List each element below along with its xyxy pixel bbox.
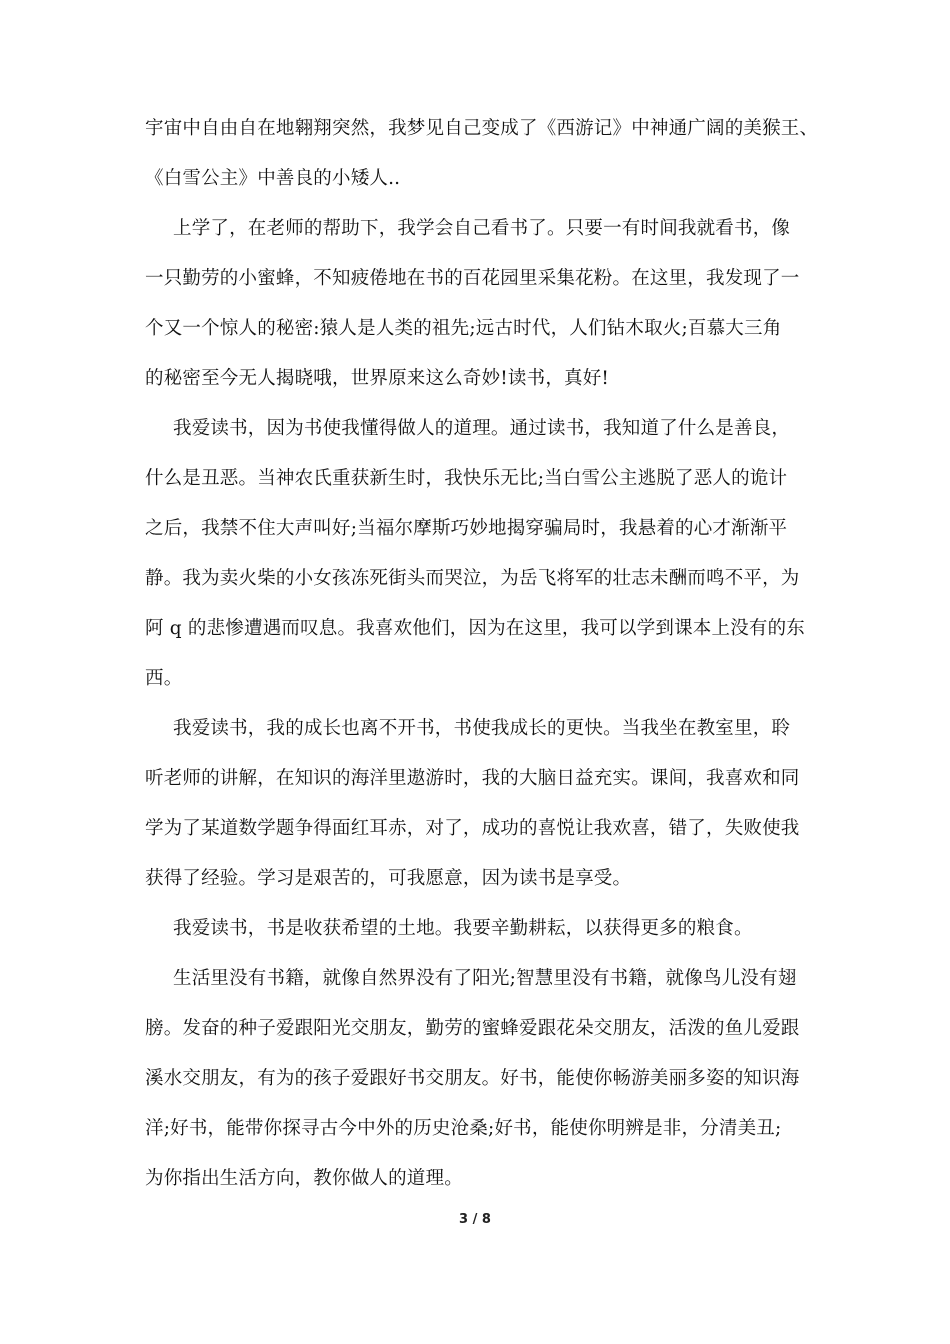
text-line: 阿 q 的悲惨遭遇而叹息。我喜欢他们，因为在这里，我可以学到课本上没有的东 [145,618,806,639]
text-line: 宇宙中自由自在地翱翔突然，我梦见自己变成了《西游记》中神通广阔的美猴王、 [145,118,819,139]
text-line: 溪水交朋友，有为的孩子爱跟好书交朋友。好书，能使你畅游美丽多姿的知识海 [145,1068,800,1089]
text-line: 的秘密至今无人揭晓哦，世界原来这么奇妙!读书，真好! [145,368,610,389]
text-line: 一只勤劳的小蜜蜂，不知疲倦地在书的百花园里采集花粉。在这里，我发现了一 [145,268,800,289]
text-line: 我爱读书，因为书使我懂得做人的道理。通过读书，我知道了什么是善良， [173,418,791,439]
text-line: 个又一个惊人的秘密:猿人是人类的祖先;远古时代，人们钻木取火;百慕大三角 [145,318,782,339]
text-line: 什么是丑恶。当神农氏重获新生时，我快乐无比;当白雪公主逃脱了恶人的诡计 [145,468,788,489]
text-line: 上学了，在老师的帮助下，我学会自己看书了。只要一有时间我就看书，像 [173,218,791,239]
paragraph [145,404,815,704]
document-body [145,104,819,1204]
text-line: 听老师的讲解，在知识的海洋里遨游时，我的大脑日益充实。课间，我喜欢和同 [145,768,800,789]
paragraph [145,704,815,904]
text-line: 学为了某道数学题争得面红耳赤，对了，成功的喜悦让我欢喜，错了，失败使我 [145,818,800,839]
paragraph [145,904,815,954]
text-line: 为你指出生活方向，教你做人的道理。 [145,1168,463,1189]
text-line: 静。我为卖火柴的小女孩冻死街头而哭泣，为岳飞将军的壮志未酬而鸣不平，为 [145,568,800,589]
paragraph [145,204,815,404]
paragraph [145,104,819,204]
text-line: 《白雪公主》中善良的小矮人.. [145,168,401,189]
paragraph [145,954,815,1204]
text-line: 洋;好书，能带你探寻古今中外的历史沧桑;好书，能使你明辨是非，分清美丑; [145,1118,782,1139]
text-line: 膀。发奋的种子爱跟阳光交朋友，勤劳的蜜蜂爱跟花朵交朋友，活泼的鱼儿爱跟 [145,1018,800,1039]
text-line: 之后，我禁不住大声叫好;当福尔摩斯巧妙地揭穿骗局时，我悬着的心才渐渐平 [145,518,788,539]
text-line: 获得了经验。学习是艰苦的，可我愿意，因为读书是享受。 [145,868,632,889]
text-line: 我爱读书，书是收获希望的土地。我要辛勤耕耘，以获得更多的粮食。 [173,918,753,939]
text-line: 西。 [145,668,183,689]
text-line: 生活里没有书籍，就像自然界没有了阳光;智慧里没有书籍，就像鸟儿没有翅 [173,968,797,989]
page-number: 3 / 8 [459,1212,491,1227]
text-line: 我爱读书，我的成长也离不开书，书使我成长的更快。当我坐在教室里，聆 [173,718,791,739]
